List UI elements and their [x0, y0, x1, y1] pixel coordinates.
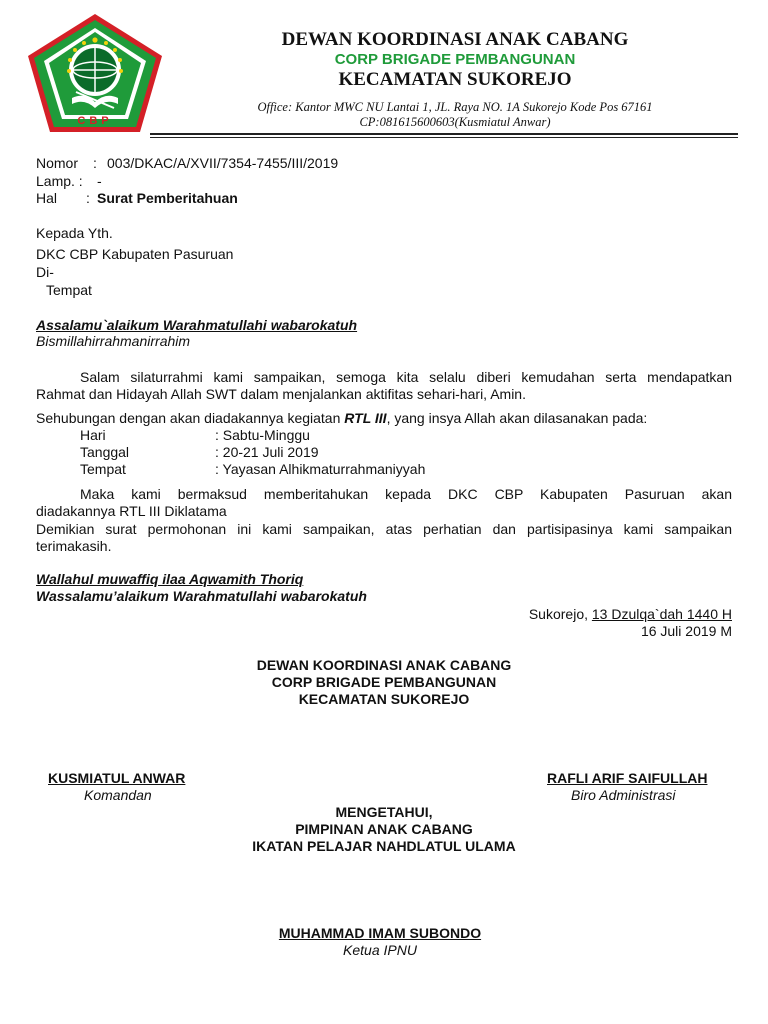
letterhead-title: DEWAN KOORDINASI ANAK CABANG: [281, 29, 629, 50]
cbp-logo: [26, 12, 164, 134]
detail-hari-label: Hari: [80, 427, 106, 443]
paragraph-1-line-1: Salam silaturrahmi kami sampaikan, semoga kita selalu diberi kemudahan serta mendapatkan: [80, 369, 732, 385]
signer-left-role: Komandan: [84, 787, 152, 803]
mengetahui-line-1: MENGETAHUI,: [335, 804, 433, 820]
detail-tanggal-label: Tanggal: [80, 444, 130, 460]
paragraph-2: Sehubungan dengan akan diadakannya kegiatan RTL III, yang insya Allah akan dilasanakan pada:: [36, 410, 648, 426]
letterhead-contact: CP:081615600603(Kusmiatul Anwar): [359, 115, 551, 129]
recipient-kepada: Kepada Yth.: [36, 225, 113, 241]
recipient-di: Di-: [36, 264, 54, 280]
paragraph-3-line-1: Maka kami bermaksud memberitahukan kepada DKC CBP Kabupaten Pasuruan akan: [80, 486, 732, 502]
signatory-org-line-2: CORP BRIGADE PEMBANGUNAN: [271, 674, 497, 690]
nomor-label: Nomor: [36, 155, 79, 171]
letterhead-rule-thin: [150, 137, 738, 138]
lamp-value: -: [97, 173, 102, 189]
mengetahui-line-3: IKATAN PELAJAR NAHDLATUL ULAMA: [252, 838, 516, 854]
detail-tanggal-value: : 20-21 Juli 2019: [215, 444, 319, 460]
letterhead-subtitle: CORP BRIGADE PEMBANGUNAN: [334, 51, 576, 68]
paragraph-4-line-1: Demikian surat permohonan ini kami sampaikan, atas perhatian dan partisipasinya kami sampaikan: [36, 521, 732, 537]
svg-text:CBP: CBP: [77, 115, 113, 127]
ketua-role: Ketua IPNU: [343, 942, 417, 958]
date-hijri: Sukorejo, 13 Dzulqa`dah 1440 H: [528, 606, 732, 622]
wallahul: Wallahul muwaffiq ilaa Aqwamith Thoriq: [36, 571, 304, 587]
letterhead-office: Office: Kantor MWC NU Lantai 1, JL. Raya NO. 1A Sukorejo Kode Pos 67161: [257, 100, 653, 114]
signatory-org-line-1: DEWAN KOORDINASI ANAK CABANG: [256, 657, 512, 673]
letterhead-rule: [150, 133, 738, 135]
event-name: RTL III: [344, 410, 387, 426]
salam-closing: Wassalamu’alaikum Warahmatullahi wabarokatuh: [36, 588, 367, 604]
paragraph-1-line-2: Rahmat dan Hidayah Allah SWT dalam menjalankan aktifitas sehari-hari, Amin.: [36, 386, 526, 402]
letterhead-district: KECAMATAN SUKOREJO: [338, 69, 572, 90]
nomor-value: 003/DKAC/A/XVII/7354-7455/III/2019: [107, 155, 339, 171]
lamp-label: Lamp. :: [36, 173, 83, 189]
recipient-name: DKC CBP Kabupaten Pasuruan: [36, 246, 234, 262]
signer-right-name: RAFLI ARIF SAIFULLAH: [547, 770, 708, 786]
recipient-tempat: Tempat: [46, 282, 92, 298]
signer-right-role: Biro Administrasi: [571, 787, 676, 803]
ketua-name: MUHAMMAD IMAM SUBONDO: [278, 925, 482, 941]
signer-left-name: KUSMIATUL ANWAR: [48, 770, 186, 786]
bismillah: Bismillahirrahmanirrahim: [36, 333, 191, 349]
date-masehi: 16 Juli 2019 M: [640, 623, 732, 639]
nomor-sep: :: [93, 155, 97, 171]
hal-value: Surat Pemberitahuan: [97, 190, 238, 206]
paragraph-3-line-2: diadakannya RTL III Diklatama: [36, 503, 227, 519]
signatory-org-line-3: KECAMATAN SUKOREJO: [298, 691, 470, 707]
salam-opening: Assalamu`alaikum Warahmatullahi wabarokatuh: [36, 317, 358, 333]
paragraph-4-line-2: terimakasih.: [36, 538, 112, 554]
detail-hari-value: : Sabtu-Minggu: [215, 427, 310, 443]
hal-sep: :: [86, 190, 90, 206]
detail-tempat-label: Tempat: [80, 461, 126, 477]
hal-label: Hal: [36, 190, 58, 206]
detail-tempat-value: : Yayasan Alhikmaturrahmaniyyah: [215, 461, 426, 477]
mengetahui-line-2: PIMPINAN ANAK CABANG: [295, 821, 473, 837]
